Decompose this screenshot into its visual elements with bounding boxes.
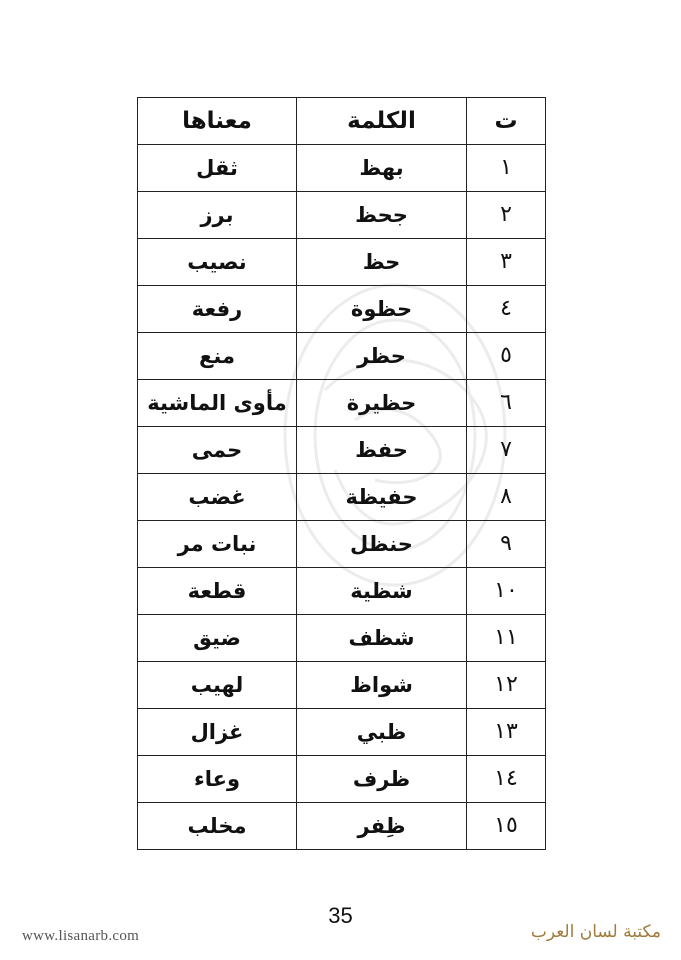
row-word: شظف <box>297 615 467 662</box>
row-meaning: حمى <box>138 427 297 474</box>
row-number: ٦ <box>467 380 546 427</box>
row-word: شظية <box>297 568 467 615</box>
row-word: حفظ <box>297 427 467 474</box>
row-number: ٣ <box>467 239 546 286</box>
row-word: حظوة <box>297 286 467 333</box>
table-row <box>138 803 546 850</box>
row-meaning: رفعة <box>138 286 297 333</box>
row-word: ظِفر <box>297 803 467 850</box>
row-number: ١٢ <box>467 662 546 709</box>
row-meaning: نصيب <box>138 239 297 286</box>
table-row <box>138 192 546 239</box>
row-word: شواظ <box>297 662 467 709</box>
table-row <box>138 474 546 521</box>
row-number: ١٠ <box>467 568 546 615</box>
row-word: حظر <box>297 333 467 380</box>
row-word: ظبي <box>297 709 467 756</box>
table-row <box>138 756 546 803</box>
row-word: جحظ <box>297 192 467 239</box>
table-row <box>138 521 546 568</box>
row-meaning: ثقل <box>138 145 297 192</box>
row-meaning: منع <box>138 333 297 380</box>
row-number: ١٣ <box>467 709 546 756</box>
row-number: ١٤ <box>467 756 546 803</box>
row-number: ٤ <box>467 286 546 333</box>
row-word: حفيظة <box>297 474 467 521</box>
row-word: حظ <box>297 239 467 286</box>
row-number: ٥ <box>467 333 546 380</box>
table-row <box>138 709 546 756</box>
row-meaning: مأوى الماشية <box>138 380 297 427</box>
row-word: حنظل <box>297 521 467 568</box>
row-meaning: لهيب <box>138 662 297 709</box>
row-meaning: برز <box>138 192 297 239</box>
header-word: الكلمة <box>297 98 467 145</box>
row-number: ٨ <box>467 474 546 521</box>
row-meaning: نبات مر <box>138 521 297 568</box>
table-row <box>138 380 546 427</box>
row-number: ٩ <box>467 521 546 568</box>
row-number: ٧ <box>467 427 546 474</box>
row-meaning: غضب <box>138 474 297 521</box>
row-word: بهظ <box>297 145 467 192</box>
table-row <box>138 239 546 286</box>
vocabulary-table <box>137 97 546 850</box>
table-row <box>138 145 546 192</box>
row-number: ١٥ <box>467 803 546 850</box>
row-meaning: قطعة <box>138 568 297 615</box>
row-word: حظيرة <box>297 380 467 427</box>
header-number: ت <box>467 98 546 145</box>
table-row <box>138 615 546 662</box>
row-meaning: مخلب <box>138 803 297 850</box>
row-number: ١١ <box>467 615 546 662</box>
table-row <box>138 286 546 333</box>
row-number: ١ <box>467 145 546 192</box>
row-number: ٢ <box>467 192 546 239</box>
page-number: 35 <box>328 903 353 928</box>
header-meaning: معناها <box>138 98 297 145</box>
table-row <box>138 427 546 474</box>
row-meaning: غزال <box>138 709 297 756</box>
table-row <box>138 333 546 380</box>
row-meaning: ضيق <box>138 615 297 662</box>
table-header-row <box>138 98 546 145</box>
table-row <box>138 662 546 709</box>
table-row <box>138 568 546 615</box>
row-meaning: وعاء <box>138 756 297 803</box>
library-name: مكتبة لسان العرب <box>530 922 661 942</box>
website-url: www.lisanarb.com <box>22 928 140 944</box>
row-word: ظرف <box>297 756 467 803</box>
